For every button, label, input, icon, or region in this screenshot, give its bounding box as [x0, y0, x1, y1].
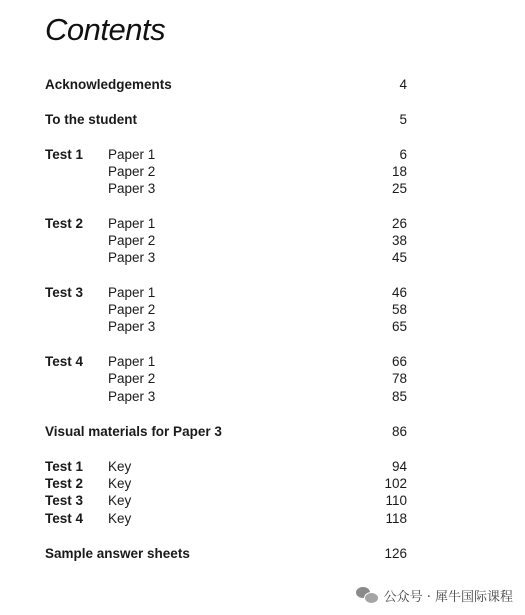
entry-label: Test 3	[45, 493, 84, 508]
toc-entry	[0, 111, 525, 129]
entry-sublabel: Key	[108, 493, 132, 508]
toc-entry	[0, 180, 525, 198]
entry-sublabel: Paper 1	[108, 216, 156, 231]
watermark	[356, 583, 513, 607]
entry-page: 126	[384, 546, 407, 561]
entry-page: 38	[391, 233, 407, 248]
toc-entry	[0, 284, 525, 302]
toc-entry	[0, 388, 525, 406]
entry-page: 66	[391, 354, 407, 369]
entry-sublabel: Key	[108, 511, 132, 526]
entry-page: 25	[391, 181, 407, 196]
entry-page: 4	[399, 77, 407, 92]
entry-sublabel: Paper 3	[108, 250, 156, 265]
entry-page: 86	[391, 424, 407, 439]
entry-page: 78	[391, 371, 407, 386]
entry-sublabel: Paper 2	[108, 302, 156, 317]
toc-entry	[0, 370, 525, 388]
entry-label: Test 1	[45, 147, 84, 162]
entry-page: 46	[391, 285, 407, 300]
entry-label: Test 2	[45, 476, 84, 491]
entry-page: 118	[385, 511, 407, 526]
toc-entry	[0, 249, 525, 267]
entry-label: Test 3	[45, 285, 84, 300]
entry-sublabel: Paper 2	[108, 164, 156, 179]
entry-sublabel: Paper 2	[108, 233, 156, 248]
entry-sublabel: Paper 3	[108, 389, 156, 404]
entry-sublabel: Paper 1	[108, 354, 156, 369]
entry-page: 102	[384, 476, 407, 491]
toc-entry	[0, 318, 525, 336]
toc-entry	[0, 215, 525, 233]
toc-entry	[0, 492, 525, 510]
toc-entry	[0, 423, 525, 441]
entry-label: Acknowledgements	[45, 77, 172, 92]
toc-entry	[0, 475, 525, 493]
entry-page: 18	[391, 164, 407, 179]
entry-label: To the student	[45, 112, 137, 127]
entry-page: 110	[385, 493, 407, 508]
toc-entry	[0, 76, 525, 94]
entry-sublabel: Paper 3	[108, 181, 156, 196]
watermark-text: 公众号 · 犀牛国际课程	[383, 589, 513, 605]
entry-label: Test 4	[45, 354, 84, 369]
toc-entry	[0, 353, 525, 371]
entry-page: 58	[391, 302, 407, 317]
wechat-icon	[356, 586, 378, 604]
entry-sublabel: Paper 1	[108, 285, 156, 300]
entry-sublabel: Key	[108, 459, 132, 474]
toc-entry	[0, 510, 525, 528]
entry-page: 85	[391, 389, 407, 404]
entry-page: 45	[391, 250, 407, 265]
entry-sublabel: Paper 2	[108, 371, 156, 386]
entry-sublabel: Paper 3	[108, 319, 156, 334]
toc-entry	[0, 545, 525, 563]
entry-label: Test 1	[45, 459, 84, 474]
toc-entry	[0, 163, 525, 181]
entry-label: Test 2	[45, 216, 84, 231]
entry-page: 6	[399, 147, 407, 162]
entry-sublabel: Key	[108, 476, 132, 491]
entry-page: 26	[391, 216, 407, 231]
toc-entry	[0, 458, 525, 476]
entry-page: 5	[399, 112, 407, 127]
entry-page: 94	[391, 459, 407, 474]
entry-sublabel: Paper 1	[108, 147, 156, 162]
toc-entry	[0, 301, 525, 319]
entry-label: Visual materials for Paper 3	[45, 424, 222, 439]
entry-label: Test 4	[45, 511, 84, 526]
toc-entry	[0, 232, 525, 250]
toc-entry	[0, 146, 525, 164]
entry-label: Sample answer sheets	[45, 546, 190, 561]
entry-page: 65	[391, 319, 407, 334]
page-title: Contents	[45, 12, 166, 47]
